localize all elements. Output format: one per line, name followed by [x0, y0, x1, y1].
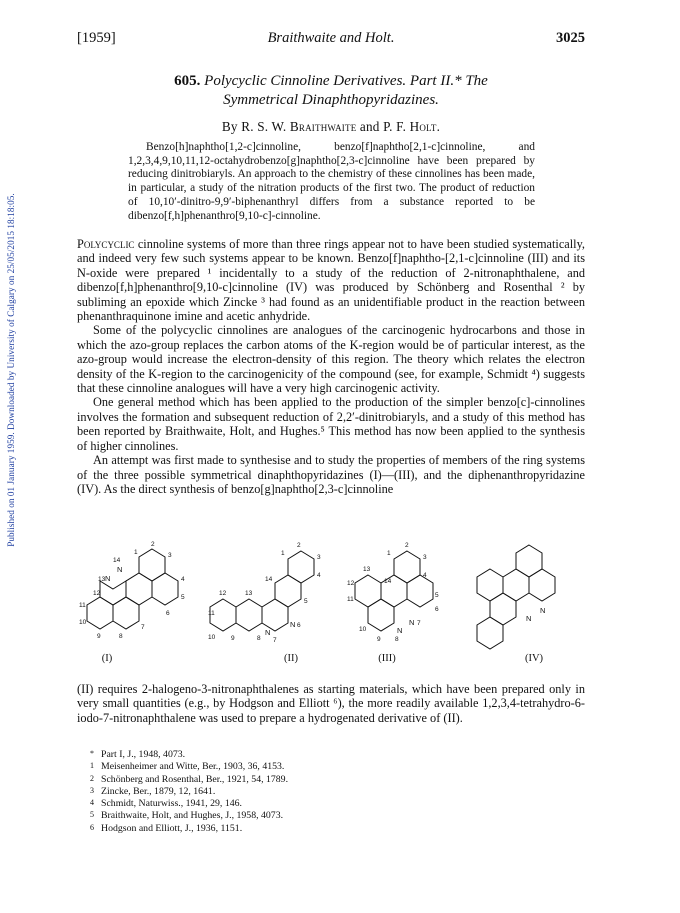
header-authors: Braithwaite and Holt.	[267, 30, 395, 46]
structure-label-II: (II)	[284, 653, 298, 664]
atom-label: 4	[317, 572, 321, 579]
atom-label: 8	[257, 635, 261, 642]
atom-label: 10	[79, 619, 87, 626]
atom-label: N	[265, 628, 271, 637]
structure-label-IV: (IV)	[524, 653, 544, 664]
atom-label: 2	[297, 542, 301, 549]
running-header	[77, 30, 585, 50]
atom-label: 13	[363, 566, 371, 573]
footnote-text: Part I, J., 1948, 4073.	[101, 749, 186, 760]
atom-label: 1	[281, 550, 285, 557]
paragraph-text: cinnoline systems of more than three rings appear not to have been studied systematically, and indeed very few such systems appear to be known. Benzo[f]naphtho-[2,1-c]cinnoline (III) and its N-oxide were prepared ¹ incidentally to a study of the reduction of 2-nitronaphthalene, and dibenzo[f,h]phenanthro[9,10-c]cinnoline (IV) was produced by Schönberg and Rosenthal ² by subliming an epoxide which Zincke ³ had found as an unidentifiable product in the reaction between phenanthraquinone imine and acetic anhydride.	[77, 237, 585, 324]
byline-by: By	[221, 119, 238, 134]
atom-label: N	[397, 626, 403, 635]
atom-label: 13	[245, 590, 253, 597]
atom-label: 10	[208, 634, 216, 641]
header-page-number: 3025	[556, 30, 585, 46]
atom-label: 2	[405, 542, 409, 549]
atom-label: 2	[151, 541, 155, 548]
footnote	[90, 760, 530, 772]
footnote-text: Schmidt, Naturwiss., 1941, 29, 146.	[101, 798, 242, 810]
atom-label: 5	[304, 598, 308, 605]
atom-label: 6	[166, 610, 170, 617]
paragraph-1	[77, 237, 585, 323]
atom-label: N	[105, 574, 111, 583]
atom-label: N	[526, 614, 532, 623]
footnote-mark: 4	[90, 798, 94, 808]
footnote-text: Braithwaite, Holt, and Hughes, J., 1958, 4073.	[101, 810, 284, 822]
article-number: 605.	[174, 73, 201, 89]
atom-label: N	[290, 620, 296, 629]
paragraph-lead: Polycyclic	[77, 237, 135, 251]
atom-label: 12	[219, 590, 227, 597]
title-text-1: Polycyclic Cinnoline Derivatives. Part II.* The	[204, 73, 488, 89]
title-line-1	[77, 72, 585, 91]
atom-label: 3	[168, 552, 172, 559]
footnote	[90, 773, 530, 785]
footnote-mark: 5	[90, 810, 94, 820]
atom-label: 4	[181, 576, 185, 583]
atom-label: 7	[141, 624, 145, 631]
footnote	[90, 822, 530, 834]
atom-label: 7	[417, 620, 421, 627]
atom-label: 1	[134, 549, 138, 556]
atom-label: 8	[395, 636, 399, 643]
atom-label: 14	[384, 578, 392, 585]
atom-label: 9	[377, 636, 381, 643]
atom-label: 13	[98, 576, 106, 583]
atom-label: N	[409, 618, 415, 627]
atom-label: 10	[359, 626, 367, 633]
footnote-mark: 2	[90, 773, 94, 783]
atom-label: 3	[423, 554, 427, 561]
atom-label: 11	[347, 596, 354, 603]
footnote	[90, 748, 530, 760]
structure-II	[208, 541, 334, 664]
atom-label: 6	[297, 622, 301, 629]
structure-label-III: (III)	[378, 653, 396, 664]
footnotes	[90, 748, 530, 834]
atom-label: 12	[93, 590, 101, 597]
structure-I	[77, 541, 202, 664]
structure-III-drawing	[347, 541, 462, 649]
footnote-text: Schönberg and Rosenthal, Ber., 1921, 54, 1789.	[101, 773, 289, 785]
atom-label: 14	[113, 557, 121, 564]
atom-label: 5	[435, 592, 439, 599]
atom-label: N	[117, 565, 123, 574]
atom-label: 12	[347, 580, 355, 587]
atom-label: 3	[317, 554, 321, 561]
paragraph-3: One general method which has been applied to the production of the simpler benzo[c]-cinnolines involves the formation and subsequent reduction of 2,2′-dinitrobiaryls, and a study of this method has been reported by Braithwaite, Holt, and Hughes.⁵ This method has now been applied to the synthesis of higher cinnolines.	[77, 395, 585, 453]
atom-label: 7	[273, 637, 277, 644]
abstract: Benzo[h]naphtho[1,2-c]cinnoline, benzo[f]naphtho[2,1-c]cinnoline, and 1,2,3,4,9,10,11,12-octahydrobenzo[g]naphtho[2,3-c]cinnoline have been prepared by reducing dinitrobiaryls. An approach to the chemistry of these cinnolines has been made, in particular, a study of the nitration products of the first two. The product of reduction of 10,10′-dinitro-9,9′-biphenanthryl differs from a substance reported to be dibenzo[f,h]phenanthro[9,10-c]-cinnoline.	[128, 141, 535, 222]
footnote	[90, 797, 530, 809]
footnote-mark: 3	[90, 785, 94, 795]
structure-IV-drawing	[474, 541, 585, 649]
footnote-text: Meisenheimer and Witte, Ber., 1903, 36, 4153.	[101, 761, 285, 773]
footnote-mark: 1	[90, 761, 94, 771]
download-notice-text: Published on 01 January 1959. Downloaded by University of Calgary on 25/05/2015 18:18:05.	[6, 193, 17, 547]
atom-label: 6	[435, 606, 439, 613]
author-2: P. F. Holt.	[383, 119, 441, 134]
atom-label: 9	[231, 635, 235, 642]
atom-label: 11	[208, 610, 215, 617]
structure-label-I: (I)	[101, 653, 113, 664]
footnote-mark: *	[90, 749, 94, 758]
atom-label: 11	[79, 602, 86, 609]
footnote	[90, 785, 530, 797]
header-year: [1959]	[77, 30, 116, 46]
paragraph-4: An attempt was first made to synthesise and to study the properties of members of the ring systems of the three possible symmetrical dinaphthopyridazines (I)—(III), and the diphenanthropyridazine (IV). As the direct synthesis of benzo[g]naphtho[2,3-c]cinnoline	[77, 453, 585, 496]
footnote-mark: 6	[90, 822, 94, 832]
atom-label: 8	[119, 633, 123, 640]
structure-II-drawing	[209, 541, 334, 649]
structure-III	[347, 541, 462, 664]
author-1: R. S. W. Braithwaite	[241, 119, 357, 134]
article-body	[77, 237, 585, 496]
footnote-text: Hodgson and Elliott, J., 1936, 1151.	[101, 822, 243, 834]
atom-label: 4	[423, 572, 427, 579]
footnote-text: Zincke, Ber., 1879, 12, 1641.	[101, 785, 216, 797]
structure-IV	[474, 541, 585, 664]
atom-label: 9	[97, 633, 101, 640]
byline-and: and	[359, 119, 380, 134]
byline	[77, 119, 585, 135]
structure-figures	[77, 541, 585, 671]
atom-label: 5	[181, 594, 185, 601]
structure-I-drawing	[77, 541, 202, 649]
title-line-2: Symmetrical Dinaphthopyridazines.	[223, 92, 439, 108]
atom-label: 1	[387, 550, 391, 557]
continuation-paragraph: (II) requires 2-halogeno-3-nitronaphthalenes as starting materials, which have been prepared only in very small quantities (e.g., by Hodgson and Elliott ⁶), the more readily available 1,2,3,4-tetrahydro-6-iodo-7-nitronaphthalene was used to prepare a hydrogenated derivative of (II).	[77, 682, 585, 725]
atom-label: 14	[265, 576, 273, 583]
download-notice	[0, 150, 22, 590]
footnote	[90, 809, 530, 821]
atom-label: N	[540, 606, 546, 615]
paragraph-2: Some of the polycyclic cinnolines are analogues of the carcinogenic hydrocarbons and those in which the azo-group replaces the carbon atoms of the K-region would be of particular interest, as the azo-group would increase the electron-density of this region. The theory which relates the electron density of the K-region to the carcinogenicity of the compound (see, for example, Schmidt ⁴) suggests that these cinnoline analogues will have a very high carcinogenic activity.	[77, 323, 585, 396]
article-title	[77, 72, 585, 110]
